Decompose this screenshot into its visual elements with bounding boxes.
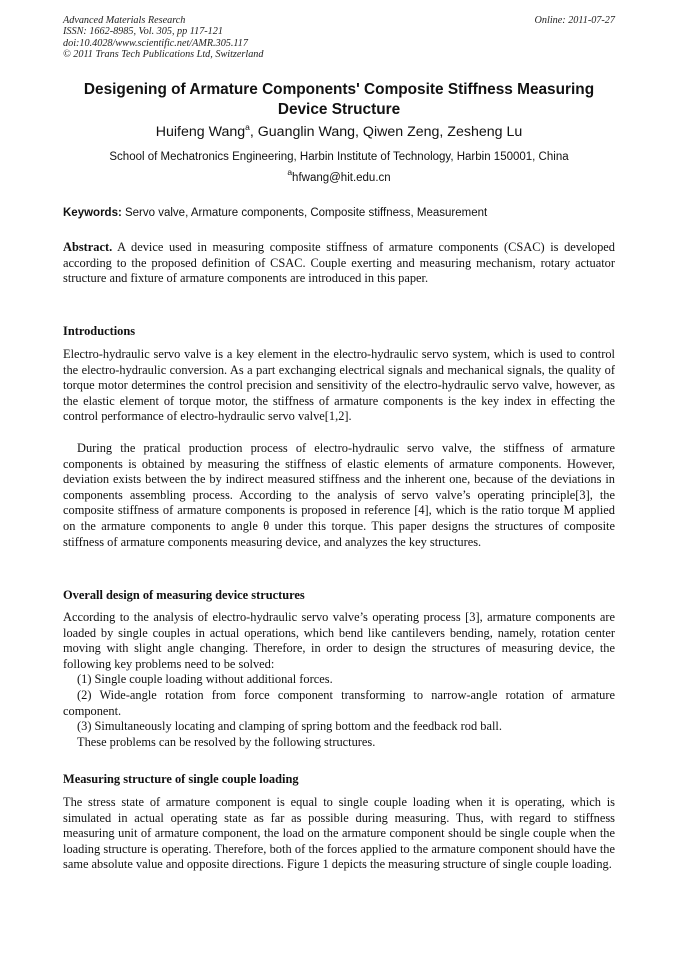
section-heading-introductions: Introductions: [63, 324, 136, 338]
abstract: [63, 240, 615, 287]
online-date: Online: 2011-07-27: [534, 15, 615, 26]
problem-item-1: (1) Single couple loading without additional forces.: [77, 672, 333, 686]
section-heading-single-couple: Measuring structure of single couple loading: [63, 772, 299, 786]
paper-title: Desigening of Armature Components' Composite Stiffness Measuring Device Structure: [83, 81, 595, 118]
problem-item-2: (2) Wide-angle rotation from force component transforming to narrow-angle rotation of armature component.: [63, 688, 615, 718]
abstract-label: Abstract.: [63, 240, 113, 254]
overall-closing: These problems can be resolved by the following structures.: [77, 735, 376, 749]
keywords-label: Keywords:: [63, 207, 122, 219]
first-author: Huifeng Wang: [155, 124, 246, 140]
intro-paragraph-1: Electro-hydraulic servo valve is a key element in the electro-hydraulic servo system, which is used to control the electro-hydraulic conversion. As a part exchanging electrical signals and mechanical signals, the quality of torque motor determines the control precision and sensitivity of the electro-hydraulic servo valve, however, as the elastic element of torque motor, the stiffness of armature components is the key index in effecting the control performance of electro-hydraulic servo valve[1,2].: [63, 347, 615, 424]
author-superscript: a: [245, 122, 250, 132]
problem-item-3: (3) Simultaneously locating and clamping of spring bottom and the feedback rod ball.: [77, 719, 502, 733]
section-heading-overall-design: Overall design of measuring device structures: [63, 588, 305, 602]
issn-line: ISSN: 1662-8985, Vol. 305, pp 117-121: [63, 26, 223, 38]
abstract-text: A device used in measuring composite stiffness of armature components (CSAC) is developed according to the proposed definition of CSAC. Couple exerting and measuring mechanism, rotary actuator structure and fixture of armature components are introduced in this paper.: [63, 240, 615, 286]
email-address[interactable]: hfwang@hit.edu.cn: [292, 172, 391, 184]
author-list: [63, 123, 615, 141]
intro-paragraph-2: During the pratical production process of electro-hydraulic servo valve, the stiffness of armature components is obtained by measuring the stiffness of elastic elements of armature components. However, deviation exists between the by indirect measured stiffness and the inherent one, because of the deviations in components assembling process. According to the analysis of servo valve’s operating principle[3], the composite stiffness of armature components is proposed in reference [4], which is the ratio torque M applied on the armature components to angle θ under this torque. This paper designs the structures of composite stiffness of armature components measuring device, and analyzes the key structures.: [63, 441, 615, 549]
affiliation: School of Mechatronics Engineering, Harbin Institute of Technology, Harbin 150001, China: [109, 151, 569, 163]
keywords-text: Servo valve, Armature components, Composite stiffness, Measurement: [121, 207, 488, 219]
email-superscript: a: [287, 167, 293, 177]
single-couple-paragraph: The stress state of armature component is equal to single couple loading when it is operating, which is simulated in actual operating state as far as possible during measuring. Thus, with regard to stiffness measuring unit of armature component, the load on the armature component should be single couple when the loading structure is operating. Therefore, both of the forces applied to the armature component should have the same absolute value and opposite directions. Figure 1 depicts the measuring structure of single couple loading.: [63, 795, 615, 872]
doi-line: doi:10.4028/www.scientific.net/AMR.305.117: [63, 37, 248, 49]
keywords: [63, 206, 615, 220]
copyright-line: © 2011 Trans Tech Publications Ltd, Switzerland: [63, 49, 264, 61]
journal-header: [63, 15, 263, 61]
other-authors: , Guanglin Wang, Qiwen Zeng, Zesheng Lu: [249, 124, 523, 140]
journal-name: Advanced Materials Research: [63, 15, 186, 26]
overall-paragraph-1: According to the analysis of electro-hydraulic servo valve’s operating process [3], armature components are loaded by single couples in actual operations, which bend like cantilevers bending, namely, rotation center moving with slight angle changing. Therefore, in order to design the structures of measuring device, the following key problems need to be solved:: [63, 610, 615, 671]
author-email: [63, 167, 615, 185]
